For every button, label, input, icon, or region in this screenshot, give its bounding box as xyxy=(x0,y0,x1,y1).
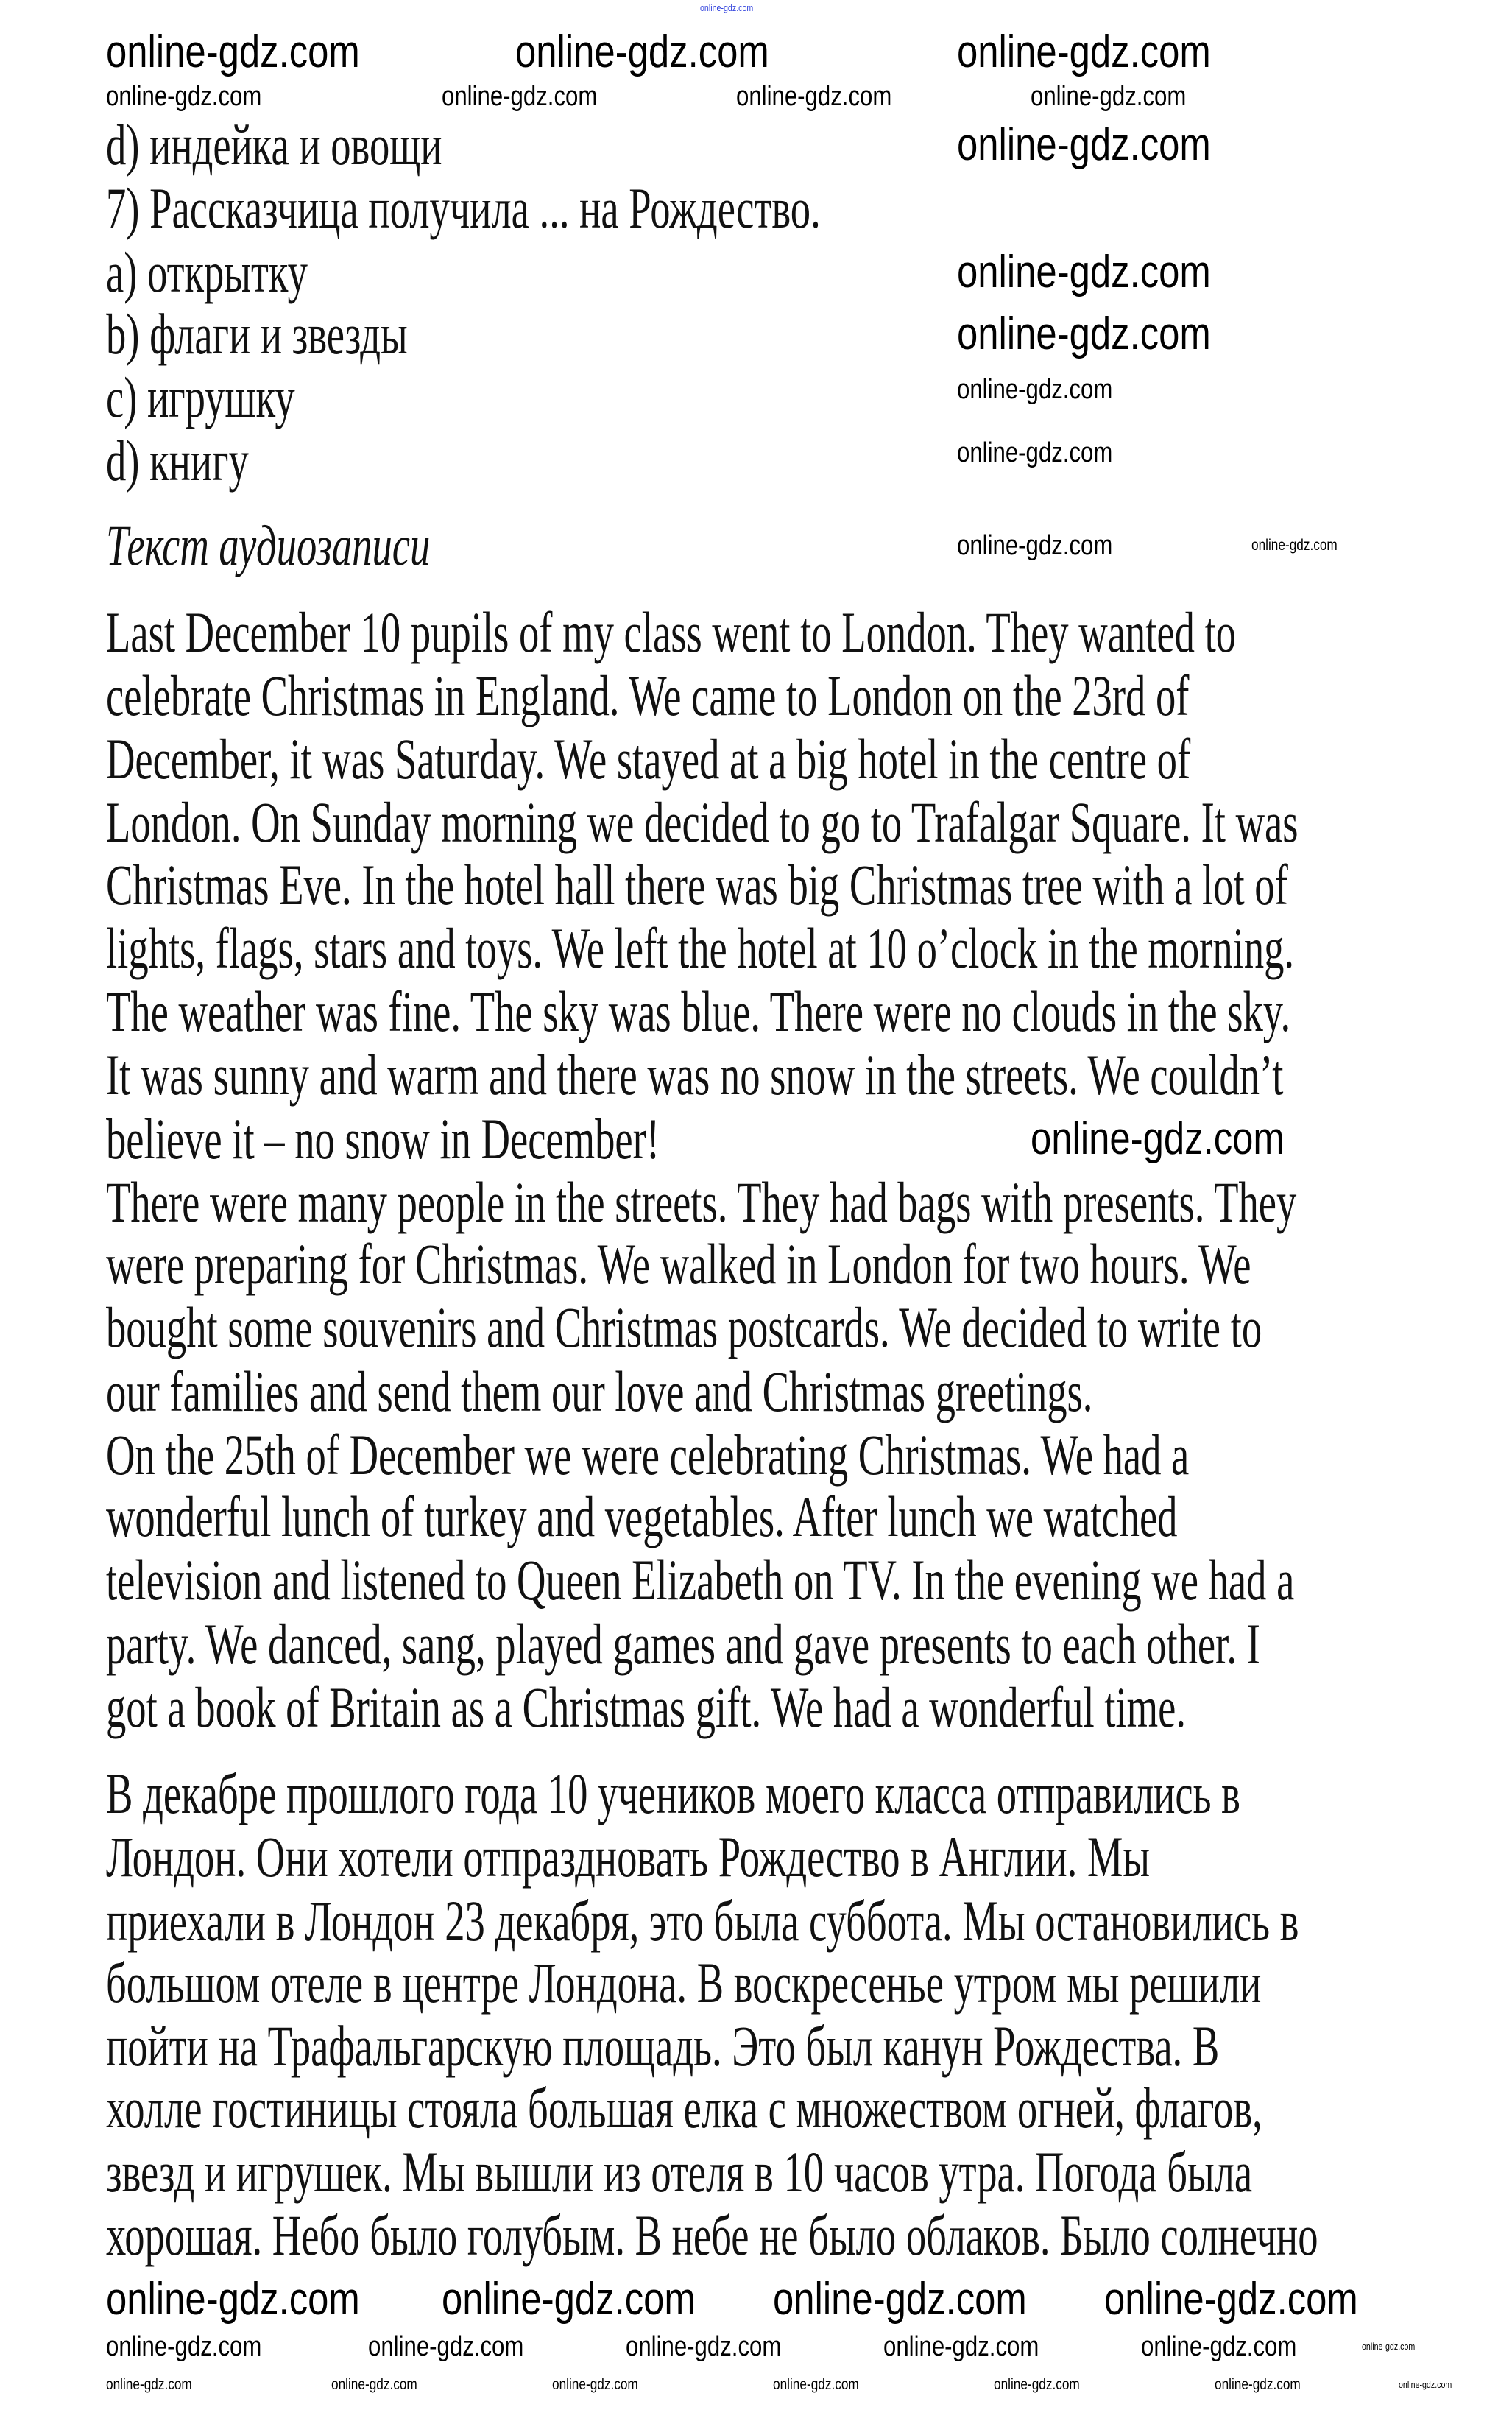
transcript-line: December, it was Saturday. We stayed at a big hotel in the centre of xyxy=(106,727,1191,791)
watermark: online-gdz.com xyxy=(1141,2331,1297,2362)
watermark: online-gdz.com xyxy=(773,2376,859,2393)
translation-line: приехали в Лондон 23 декабря, это была суббота. Мы остановились в xyxy=(106,1889,1299,1953)
watermark: online-gdz.com xyxy=(1251,537,1338,554)
translation-line: хорошая. Небо было голубым. В небе не было облаков. Было солнечно xyxy=(106,2203,1318,2267)
answer-option: c) игрушку xyxy=(106,365,295,429)
watermark: online-gdz.com xyxy=(957,247,1211,297)
watermark: online-gdz.com xyxy=(957,437,1113,468)
watermark: online-gdz.com xyxy=(106,81,262,112)
watermark: online-gdz.com xyxy=(957,27,1211,77)
watermark: online-gdz.com xyxy=(442,81,598,112)
watermark: online-gdz.com xyxy=(1215,2376,1301,2393)
watermark: online-gdz.com xyxy=(994,2376,1080,2393)
watermark: online-gdz.com xyxy=(957,530,1113,561)
watermark: online-gdz.com xyxy=(515,27,769,77)
transcript-line: bought some souvenirs and Christmas postcards. We decided to write to xyxy=(106,1295,1262,1359)
transcript-line: our families and send them our love and Christmas greetings. xyxy=(106,1359,1093,1423)
watermark: online-gdz.com xyxy=(957,374,1113,405)
translation-line: звезд и игрушек. Мы вышли из отеля в 10 часов утра. Погода была xyxy=(106,2140,1253,2204)
translation-line: пойти на Трафальгарскую площадь. Это был канун Рождества. В xyxy=(106,2014,1220,2078)
watermark: online-gdz.com xyxy=(106,2331,262,2362)
watermark: online-gdz.com xyxy=(106,27,360,77)
answer-option: b) флаги и звезды xyxy=(106,302,408,366)
watermark: online-gdz.com xyxy=(883,2331,1039,2362)
watermark: online-gdz.com xyxy=(1031,1113,1285,1164)
transcript-line: The weather was fine. The sky was blue. There were no clouds in the sky. xyxy=(106,979,1291,1043)
transcript-line: It was sunny and warm and there was no snow in the streets. We couldn’t xyxy=(106,1043,1284,1107)
answer-option: a) открытку xyxy=(106,240,308,304)
transcript-heading: Текст аудиозаписи xyxy=(106,513,431,577)
watermark: online-gdz.com xyxy=(552,2376,638,2393)
watermark: online-gdz.com xyxy=(106,2376,192,2393)
watermark: online-gdz.com xyxy=(331,2376,417,2393)
translation-line: большом отеле в центре Лондона. В воскресенье утром мы решили xyxy=(106,1951,1262,2015)
transcript-line: celebrate Christmas in England. We came to London on the 23rd of xyxy=(106,663,1190,727)
watermark: online-gdz.com xyxy=(736,81,892,112)
transcript-line: were preparing for Christmas. We walked in London for two hours. We xyxy=(106,1232,1251,1296)
transcript-line: Last December 10 pupils of my class went to London. They wanted to xyxy=(106,600,1237,664)
watermark: online-gdz.com xyxy=(1104,2274,1358,2325)
transcript-line: got a book of Britain as a Christmas gift. We had a wonderful time. xyxy=(106,1675,1186,1739)
watermark: online-gdz.com xyxy=(957,119,1211,170)
answer-option: d) индейка и овощи xyxy=(106,113,442,177)
transcript-line: On the 25th of December we were celebrating Christmas. We had a xyxy=(106,1423,1190,1487)
transcript-line: There were many people in the streets. They had bags with presents. They xyxy=(106,1170,1297,1234)
question-text: 7) Рассказчица получила ... на Рождество. xyxy=(106,176,821,240)
transcript-line: London. On Sunday morning we decided to go to Trafalgar Square. It was xyxy=(106,790,1299,854)
transcript-line: television and listened to Queen Elizabeth on TV. In the evening we had a xyxy=(106,1548,1295,1612)
watermark: online-gdz.com xyxy=(957,309,1211,359)
watermark: online-gdz.com xyxy=(1362,2341,1416,2352)
watermark: online-gdz.com xyxy=(368,2331,524,2362)
transcript-line: Christmas Eve. In the hotel hall there was big Christmas tree with a lot of xyxy=(106,853,1288,917)
transcript-line: party. We danced, sang, played games and gave presents to each other. I xyxy=(106,1612,1260,1676)
watermark: online-gdz.com xyxy=(1031,81,1187,112)
transcript-line: lights, flags, stars and toys. We left the hotel at 10 o’clock in the morning. xyxy=(106,916,1295,980)
translation-line: Лондон. Они хотели отпраздновать Рождество в Англии. Мы xyxy=(106,1825,1151,1889)
translation-line: В декабре прошлого года 10 учеников моего класса отправились в xyxy=(106,1761,1240,1825)
answer-option: d) книгу xyxy=(106,429,249,493)
watermark: online-gdz.com xyxy=(106,2274,360,2325)
watermark: online-gdz.com xyxy=(626,2331,782,2362)
watermark: online-gdz.com xyxy=(442,2274,696,2325)
header-watermark: online-gdz.com xyxy=(700,2,754,13)
watermark: online-gdz.com xyxy=(1399,2379,1452,2390)
transcript-line: wonderful lunch of turkey and vegetables. After lunch we watched xyxy=(106,1484,1178,1548)
transcript-line: believe it – no snow in December! xyxy=(106,1107,660,1171)
watermark: online-gdz.com xyxy=(773,2274,1027,2325)
translation-line: холле гостиницы стояла большая елка с множеством огней, флагов, xyxy=(106,2076,1262,2140)
